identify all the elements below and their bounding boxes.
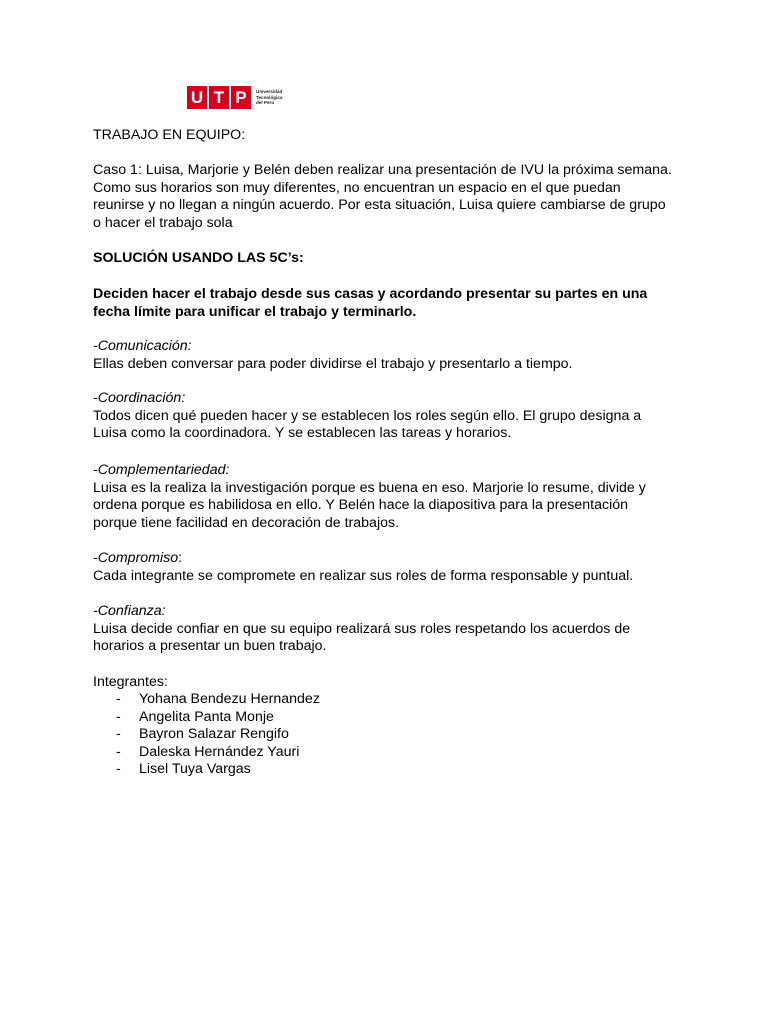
list-item bbox=[93, 691, 320, 709]
logo-letter-t: T bbox=[209, 86, 229, 109]
members-label: Integrantes: bbox=[93, 674, 168, 690]
case-line: Como sus horarios son muy diferentes, no encuentran un espacio en el que puedan bbox=[93, 179, 621, 196]
list-item bbox=[93, 709, 320, 727]
logo-wordmark bbox=[256, 89, 282, 106]
list-bullet: - bbox=[116, 708, 121, 725]
section-heading: -Complementariedad: bbox=[93, 462, 230, 478]
section-line: Luisa como la coordinadora. Y se establecen las tareas y horarios. bbox=[93, 425, 512, 442]
section-compromiso bbox=[93, 550, 683, 585]
section-line: horarios a presentar un buen trabajo. bbox=[93, 638, 327, 655]
list-bullet: - bbox=[116, 691, 121, 707]
case-line: o hacer el trabajo sola bbox=[93, 214, 233, 231]
section-heading: -Coordinación: bbox=[93, 390, 186, 406]
member-name: Yohana Bendezu Hernandez bbox=[139, 691, 320, 707]
member-name: Angelita Panta Monje bbox=[139, 708, 274, 725]
logo-line: Tecnológica bbox=[256, 94, 283, 100]
section-heading: -Confianza: bbox=[93, 603, 166, 619]
logo-letter-u: U bbox=[187, 86, 207, 109]
section-complementariedad bbox=[93, 462, 683, 532]
section-line: Luisa decide confiar en que su equipo realizará sus roles respetando los acuerdos de bbox=[93, 620, 631, 637]
list-item bbox=[93, 726, 320, 744]
member-name: Bayron Salazar Rengifo bbox=[139, 726, 289, 743]
section-heading: -Compromiso bbox=[93, 550, 179, 566]
case-paragraph bbox=[93, 162, 683, 232]
case-line: Caso 1: Luisa, Marjorie y Belén deben realizar una presentación de IVU la próxima semana. bbox=[93, 162, 672, 178]
list-item bbox=[93, 761, 320, 779]
section-comunicacion bbox=[93, 338, 683, 373]
list-bullet: - bbox=[116, 743, 121, 760]
section-heading: -Comunicación: bbox=[93, 338, 192, 354]
section-confianza bbox=[93, 603, 683, 656]
utp-logo bbox=[187, 86, 282, 109]
list-item bbox=[93, 744, 320, 762]
section-line: Ellas deben conversar para poder dividirse el trabajo y presentarlo a tiempo. bbox=[93, 355, 573, 372]
solution-line: Deciden hacer el trabajo desde sus casas y acordando presentar su partes en una bbox=[93, 286, 648, 302]
solution-line: fecha límite para unificar el trabajo y terminarlo. bbox=[93, 303, 417, 320]
logo-line: Universidad bbox=[256, 89, 283, 95]
section-heading-colon: : bbox=[178, 550, 183, 566]
members-list bbox=[93, 691, 320, 779]
member-name: Daleska Hernández Yauri bbox=[139, 743, 300, 760]
section-line: ordena porque es habilidosa en ello. Y Belén hace la diapositiva para la presentación bbox=[93, 497, 629, 514]
section-line: Cada integrante se compromete en realizar sus roles de forma responsable y puntual. bbox=[93, 567, 634, 584]
logo-line: del Perú bbox=[256, 100, 275, 106]
section-line: porque tiene facilidad en decoración de trabajos. bbox=[93, 514, 400, 531]
section-line: Luisa es la realiza la investigación porque es buena en eso. Marjorie lo resume, divide y bbox=[93, 479, 646, 496]
section-line: Todos dicen qué pueden hacer y se establecen los roles según ello. El grupo designa a bbox=[93, 407, 642, 424]
section-coordinacion bbox=[93, 390, 683, 443]
list-bullet: - bbox=[116, 761, 121, 778]
list-bullet: - bbox=[116, 726, 121, 743]
section-heading-row bbox=[93, 550, 683, 568]
case-line: reunirse y no llegan a ningún acuerdo. Por esta situación, Luisa quiere cambiarse de grupo bbox=[93, 197, 666, 214]
document-title: TRABAJO EN EQUIPO: bbox=[93, 127, 246, 143]
member-name: Lisel Tuya Vargas bbox=[139, 761, 251, 778]
logo-letter-p: P bbox=[231, 86, 251, 109]
solution-paragraph bbox=[93, 286, 683, 321]
solution-heading: SOLUCIÓN USANDO LAS 5C’s: bbox=[93, 250, 304, 266]
